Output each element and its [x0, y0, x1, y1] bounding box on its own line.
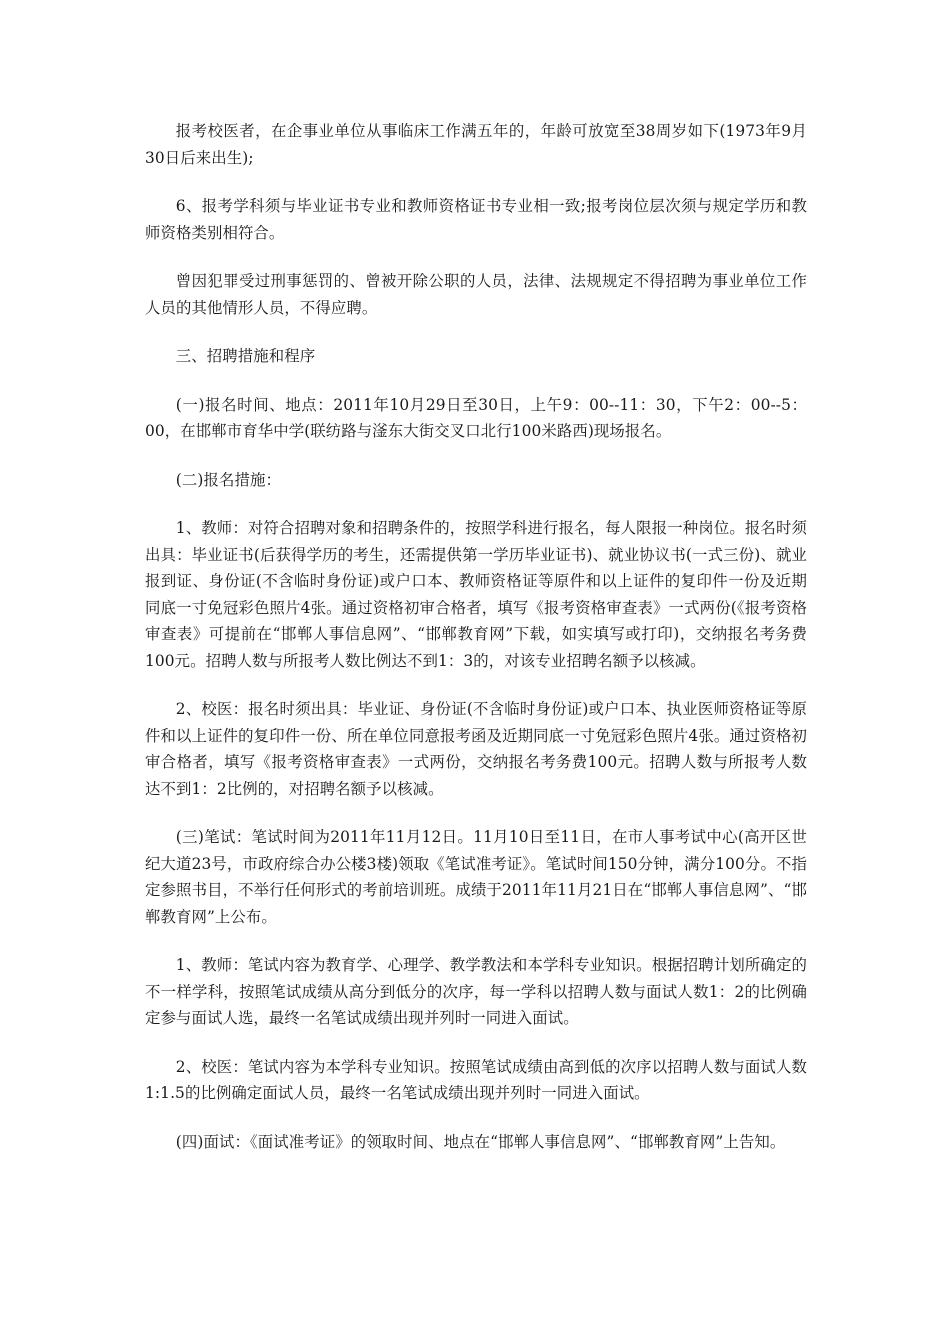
paragraph-registration-time: (一)报名时间、地点：2011年10月29日至30日，上午9：00--11：30，下午2：00--5：00，在邯郸市育华中学(联纺路与滏东大街交叉口北行100米路西)现场报名。 — [145, 395, 807, 440]
paragraph-subject-requirement: 6、报考学科须与毕业证书专业和教师资格证书专业相一致;报考岗位层次须与规定学历和教师资格类别相符合。 — [145, 197, 807, 242]
subheading-registration-measures: (二)报名措施： — [175, 470, 281, 489]
document-page — [145, 118, 807, 1177]
paragraph-school-doctor-age: 报考校医者，在企事业单位从事临床工作满五年的，年龄可放宽至38周岁如下(1973年9月30日后来出生); — [145, 122, 807, 167]
section-heading-procedures: 三、招聘措施和程序 — [175, 347, 316, 365]
paragraph-disqualification: 曾因犯罪受过刑事惩罚的、曾被开除公职的人员，法律、法规规定不得招聘为事业单位工作人员的其他情形人员，不得应聘。 — [145, 272, 807, 317]
paragraph-teacher-exam: 1、教师：笔试内容为教育学、心理学、教学教法和本学科专业知识。根据招聘计划所确定的不一样学科，按照笔试成绩从高分到低分的次序，每一学科以招聘人数与面试人数1：2的比例确定参与面试人选，最终一名笔试成绩出现并列时一同进入面试。 — [145, 956, 807, 1027]
paragraph-doctor-registration: 2、校医：报名时须出具：毕业证、身份证(不含临时身份证)或户口本、执业医师资格证等原件和以上证件的复印件一份、所在单位同意报考函及近期同底一寸免冠彩色照片4张。通过资格初审合格者，填写《报考资格审查表》一式两份，交纳报名考务费100元。招聘人数与所报考人数达不到1：2比例的，对招聘名额予以核减。 — [145, 700, 807, 798]
paragraph-written-exam: (三)笔试：笔试时间为2011年11月12日。11月10日至11日，在市人事考试中心(高开区世纪大道23号，市政府综合办公楼3楼)领取《笔试准考证》。笔试时间150分钟，满分100分。不指定参照书目，不举行任何形式的考前培训班。成绩于2011年11月21日在“邯郸人事信息网”、“邯郸教育网”上公布。 — [145, 828, 807, 926]
paragraph-teacher-registration: 1、教师：对符合招聘对象和招聘条件的，按照学科进行报名，每人限报一种岗位。报名时须出具：毕业证书(后获得学历的考生，还需提供第一学历毕业证书)、就业协议书(一式三份)、就业报到证、身份证(不含临时身份证)或户口本、教师资格证等原件和以上证件的复印件一份及近期同底一寸免冠彩色照片4张。通过资格初审合格者，填写《报考资格审查表》一式两份(《报考资格审查表》可提前在“邯郸人事信息网”、“邯郸教育网”下载，如实填写或打印)，交纳报名考务费100元。招聘人数与所报考人数比例达不到1：3的，对该专业招聘名额予以核减。 — [145, 519, 807, 670]
paragraph-interview: (四)面试：《面试准考证》的领取时间、地点在“邯郸人事信息网”、“邯郸教育网”上告知。 — [175, 1132, 786, 1151]
paragraph-doctor-exam: 2、校医：笔试内容为本学科专业知识。按照笔试成绩由高到低的次序以招聘人数与面试人数1:1.5的比例确定面试人员，最终一名笔试成绩出现并列时一同进入面试。 — [145, 1057, 807, 1102]
